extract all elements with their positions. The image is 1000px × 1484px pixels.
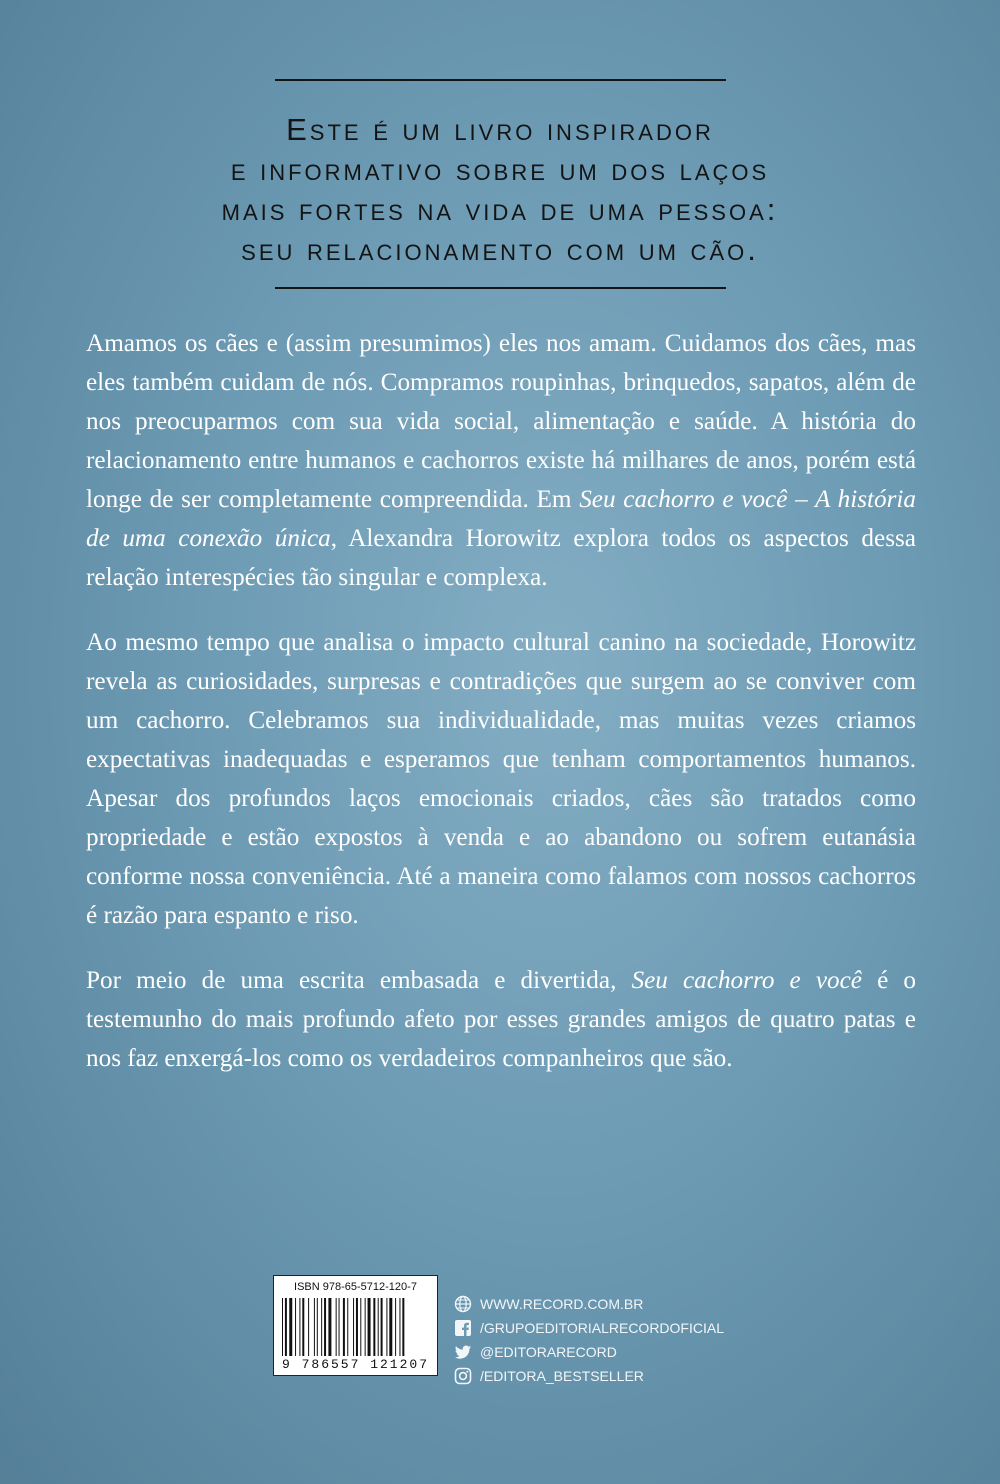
bottom-divider	[275, 287, 726, 289]
barcode-bar	[317, 1298, 318, 1356]
barcode-bar	[282, 1298, 283, 1356]
barcode-bar	[353, 1298, 354, 1356]
barcode-bar	[308, 1298, 309, 1356]
barcode-bar	[356, 1298, 358, 1356]
synopsis-paragraph-1: Amamos os cães e (assim presumimos) eles nos amam. Cuidamos dos cães, mas eles também cuidam de nós. Compramos roupinhas, brinquedos, sapatos, além de nos preocuparmos com sua vida social, alimentação e saúde. A história do relacionamento entre humanos e cachorros existe há milhares de anos, porém está longe de ser completamente compreendida. Em Seu cachorro e você – A história de uma conexão única, Alexandra Horowitz explora todos os aspectos dessa relação interespécies tão singular e complexa.	[86, 330, 916, 591]
tagline-line: e informativo sobre um dos laços	[230, 152, 770, 187]
contact-facebook[interactable]	[454, 1316, 724, 1340]
contact-twitter[interactable]	[454, 1340, 724, 1364]
tagline-line: seu relacionamento com um cão.	[241, 232, 759, 267]
barcode-bar	[302, 1298, 304, 1356]
barcode-bar	[360, 1298, 361, 1356]
publisher-contacts	[454, 1292, 724, 1388]
isbn-digits: 9 786557 121207	[281, 1357, 430, 1372]
facebook-icon	[454, 1319, 472, 1337]
contact-text: WWW.RECORD.COM.BR	[480, 1296, 644, 1312]
barcode-bar	[314, 1298, 315, 1356]
barcode-bar	[402, 1298, 404, 1356]
barcode-bar	[299, 1298, 300, 1356]
instagram-icon	[454, 1367, 472, 1385]
barcode-bar	[381, 1298, 383, 1356]
barcode-bar	[368, 1298, 371, 1356]
barcode-bar	[389, 1298, 392, 1356]
book-title-italic: Seu cachorro e você	[631, 967, 862, 994]
barcode-bar	[378, 1298, 379, 1356]
barcode-bar	[399, 1298, 400, 1356]
isbn-barcode	[273, 1275, 438, 1376]
synopsis-paragraph-2: Ao mesmo tempo que analisa o impacto cultural canino na sociedade, Horowitz revela as curiosidades, surpresas e contradições que surgem ao se conviver com um cachorro. Celebramos sua individualidade, mas muitas vezes criamos expectativas inadequadas e esperamos que tenham comportamentos humanos. Apesar dos profundos laços emocionais criados, cães são tratados como propriedade e estão expostos à venda e ao abandono ou sofrem eutanásia conforme nossa conveniência. Até a maneira como falamos com nossos cachorros é razão para espanto e riso.	[86, 629, 916, 929]
tagline-line: mais fortes na vida de uma pessoa:	[221, 192, 779, 227]
barcode-bar	[285, 1298, 287, 1356]
tagline-line: Este é um livro inspirador	[286, 112, 714, 147]
contact-text: /EDITORA_BESTSELLER	[480, 1368, 644, 1384]
barcode-bar	[321, 1298, 322, 1356]
tagline	[100, 110, 900, 270]
contact-text: @EDITORARECORD	[480, 1344, 617, 1360]
barcode-bar	[339, 1298, 340, 1356]
book-title-italic: Seu cachorro e você – A história de uma conexão única	[86, 486, 916, 552]
barcode-bar	[289, 1298, 292, 1356]
barcode-bar	[386, 1298, 387, 1356]
contact-text: /GRUPOEDITORIALRECORDOFICIAL	[480, 1320, 725, 1336]
barcode-bar	[373, 1298, 375, 1356]
isbn-label: ISBN 978-65-5712-120-7	[294, 1281, 417, 1293]
barcode-bar	[328, 1298, 331, 1356]
barcode-bars	[282, 1298, 429, 1356]
barcode-bar	[365, 1298, 366, 1356]
contact-website[interactable]	[454, 1292, 724, 1316]
barcode-bar	[395, 1298, 396, 1356]
twitter-icon	[454, 1343, 472, 1361]
barcode-bar	[347, 1298, 348, 1356]
barcode-bar	[343, 1298, 345, 1356]
synopsis-paragraph-3: Por meio de uma escrita embasada e divertida, Seu cachorro e você é o testemunho do mais profundo afeto por esses grandes amigos de quatro patas e nos faz enxergá-los como os verdadeiros companheiros que são.	[86, 967, 916, 1072]
barcode-bar	[295, 1298, 296, 1356]
barcode-bar	[324, 1298, 326, 1356]
barcode-bar	[336, 1298, 337, 1356]
synopsis	[86, 324, 916, 1078]
top-divider	[275, 79, 726, 81]
contact-instagram[interactable]	[454, 1364, 724, 1388]
globe-icon	[454, 1295, 472, 1313]
